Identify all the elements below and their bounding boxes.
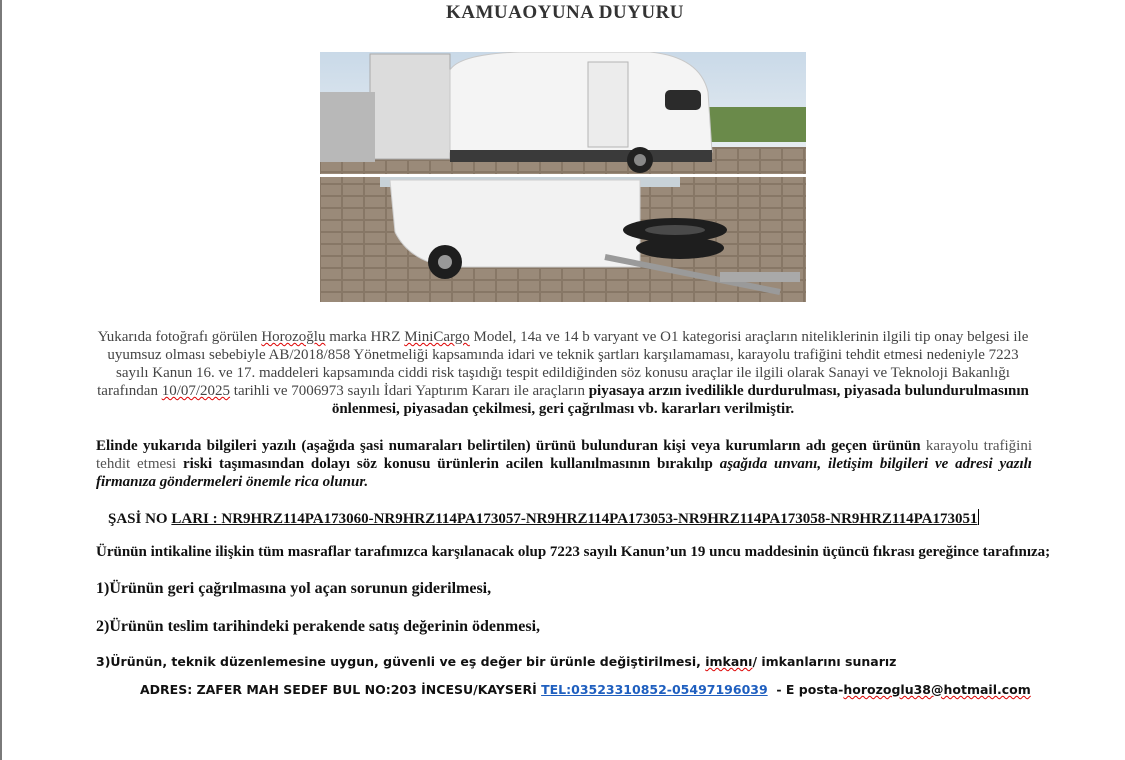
model-name: MiniCargo — [404, 329, 470, 345]
chassis-numbers-line — [108, 509, 1038, 528]
page-title: KAMUAOYUNA DUYURU — [445, 2, 685, 23]
chassis-numbers: NR9HRZ114PA173060-NR9HRZ114PA173057-NR9HRZ114PA173053-NR9HRZ114PA173058-NR9HRZ114PA173051 — [221, 511, 978, 527]
text-cursor — [978, 509, 979, 525]
text-segment: / imkanlarını sunarız — [752, 654, 897, 669]
email-label: - E posta- — [767, 682, 844, 697]
text-segment: tarihli ve 7006973 sayılı İdari Yaptırım Kararı ile araçların — [230, 383, 589, 399]
text-segment: Model, 14a ve 14 b varyant ve O1 kategorisi araçların niteliklerinin ilgili tip onay belgesi ile uyumsuz olması sebebiyle AB/2018/858 Yönetmeliği kapsamında idari ve teknik şartları karşılamaması, karayolu trafiğini tehdit etmesi nedeniyle 7223 sayılı Kanun 16. ve 17. maddeleri kapsamında ciddi risk taşıdığı tespit edildiğinden söz konusu araçlar ile ilgili olarak Sanayi ve Teknoloji Bakanlığı tarafından — [97, 329, 1029, 399]
remedy-item-3 — [96, 654, 996, 669]
chassis-label-suffix: LARI : — [171, 511, 222, 527]
request-bold-1: Elinde yukarıda bilgileri yazılı (aşağıda şasi numaraları belirtilen) ürünü bulunduran kişi veya kurumların adı geçen ürünün — [96, 438, 921, 454]
text-segment: 3)Ürünün, teknik düzenlemesine uygun, güvenli ve eş değer bir ürünle değiştirilmesi, — [96, 654, 706, 669]
phone-link[interactable]: TEL:03523310852-05497196039 — [541, 682, 768, 697]
brand-name: Horozoğlu — [261, 329, 326, 345]
text-segment: imkanı — [705, 654, 753, 669]
request-paragraph — [96, 437, 1032, 491]
request-italic: aşağıda unvanı, iletişim bilgileri ve adresi yazılı firmanıza göndermeleri önemle rica olunur. — [96, 456, 1032, 490]
remedy-item-1: 1)Ürünün geri çağrılmasına yol açan sorunun giderilmesi, — [96, 580, 492, 597]
remedy-item-2: 2)Ürünün teslim tarihindeki perakende satış değerinin ödenmesi, — [96, 618, 541, 635]
request-bold-2: riski taşımasından dolayı söz konusu ürünlerin acilen kullanılmasının bırakılıp — [183, 456, 713, 472]
contact-address — [140, 682, 1040, 697]
request-normal: karayolu trafiğini tehdit etmesi — [96, 438, 1032, 472]
announcement-paragraph — [96, 328, 1030, 418]
address-text: ADRES: ZAFER MAH SEDEF BUL NO:203 İNCESU/KAYSERİ — [140, 682, 542, 697]
page-left-border — [0, 0, 2, 760]
costs-statement: Ürünün intikaline ilişkin tüm masraflar tarafımızca karşılanacak olup 7223 sayılı Kanun’un 19 uncu maddesinin üçüncü fıkrası gereğince tarafınıza; — [96, 544, 1051, 560]
text-segment: Yukarıda fotoğrafı görülen — [97, 329, 262, 345]
decision-summary: piyasaya arzın ivedilikle durdurulması, piyasada bulundurulmasının önlenmesi, piyasadan çekilmesi, geri çağrılması vb. kararları verilmiştir. — [331, 383, 1029, 417]
text-segment: marka HRZ — [325, 329, 405, 345]
chassis-label: ŞASİ NO — [108, 511, 172, 527]
trailer-photo — [320, 52, 806, 302]
decision-date: 10/07/2025 — [161, 383, 231, 399]
email-address: horozoglu38@hotmail.com — [843, 682, 1031, 697]
